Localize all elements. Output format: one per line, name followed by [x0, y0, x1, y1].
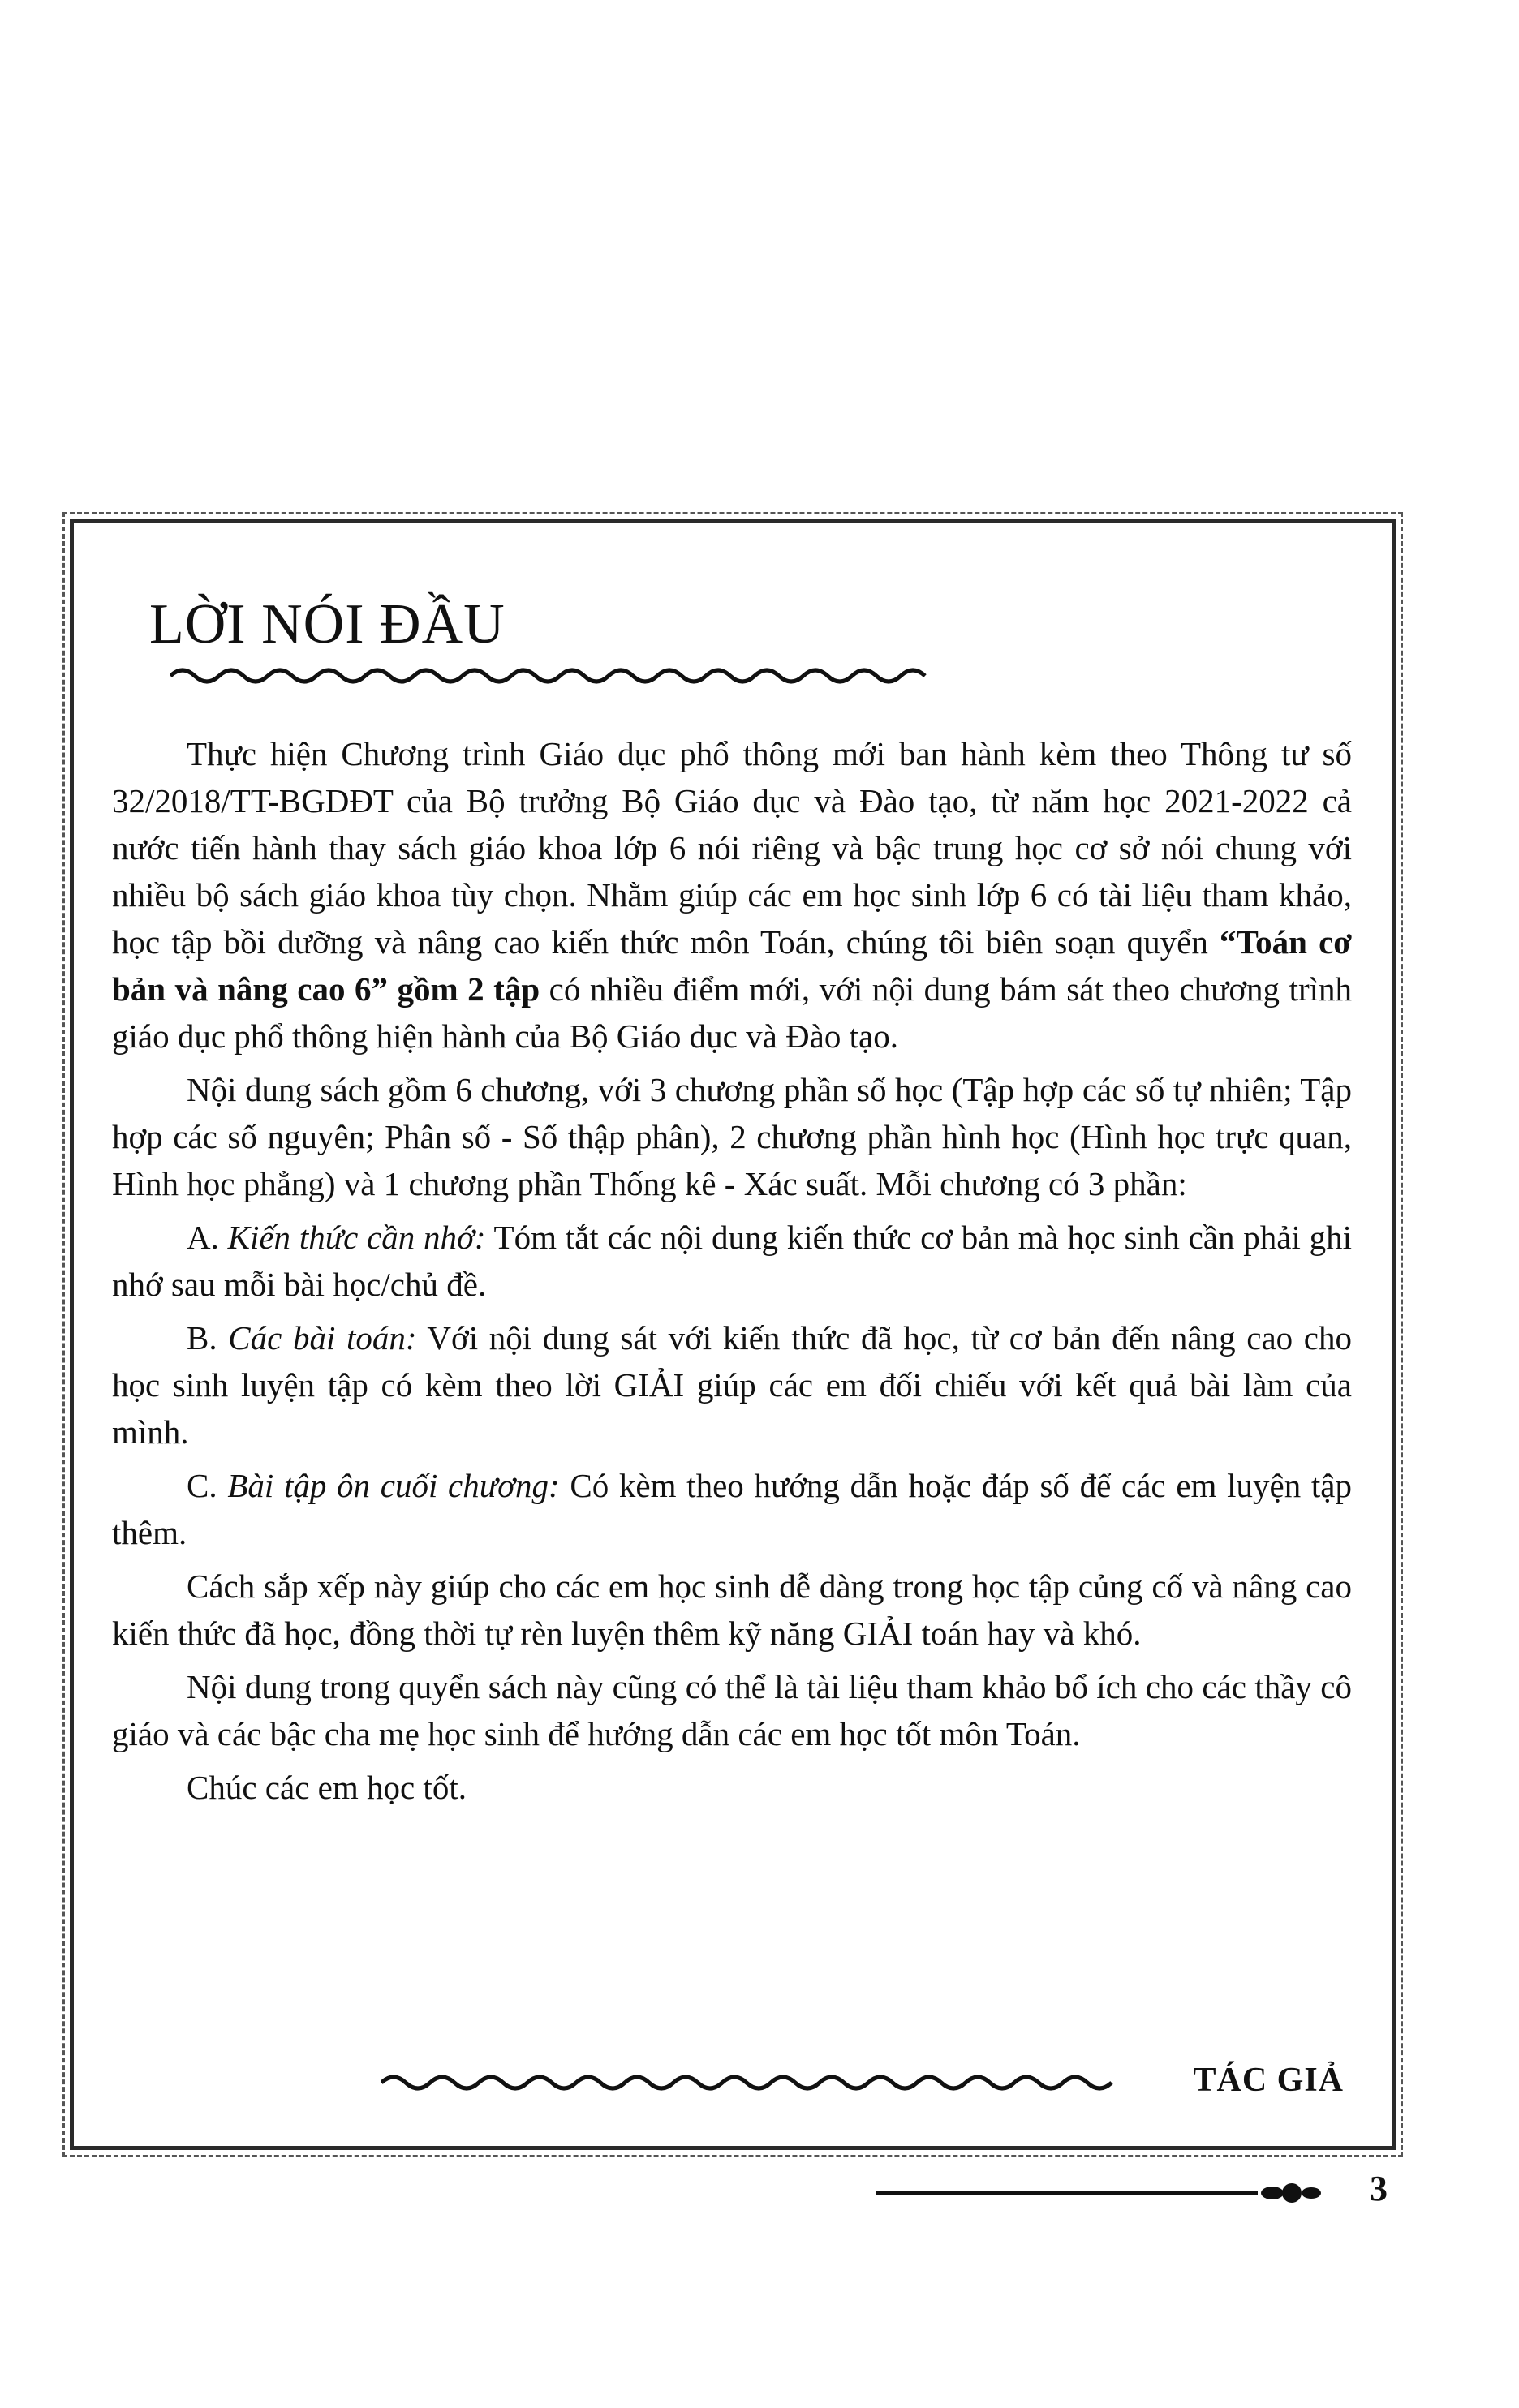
paragraph-4: Nội dung trong quyển sách này cũng có thể là tài liệu tham khảo bổ ích cho các thầy cô giáo và các bậc cha mẹ học sinh để hướng dẫn các em học tốt môn Toán. — [112, 1668, 1352, 1752]
page-number: 3 — [1370, 2169, 1388, 2208]
section-b: B. Các bài toán: Với nội dung sát với kiến thức đã học, từ cơ bản đến nâng cao cho học sinh luyện tập có kèm theo lời GIẢI giúp các em đối chiếu với kết quả bài làm của mình. — [112, 1319, 1353, 1451]
author-signature: TÁC GIẢ — [1193, 2062, 1344, 2099]
wave-divider-icon — [170, 664, 933, 688]
footer-ornament-icon — [876, 2181, 1331, 2205]
paragraph-2: Nội dung sách gồm 6 chương, với 3 chương phần số học (Tập hợp các số tự nhiên; Tập hợp các số nguyên; Phân số - Số thập phân), 2 chương phần hình học (Hình học trực quan, Hình học phẳng) và 1 chương phần Thống kê - Xác suất. Mỗi chương có 3 phần: — [112, 1071, 1352, 1202]
wave-divider-icon — [381, 2070, 1136, 2095]
section-c: C. Bài tập ôn cuối chương: Có kèm theo hướng dẫn hoặc đáp số để các em luyện tập thêm. — [112, 1467, 1353, 1551]
preface-body — [112, 730, 1352, 1817]
book-title-bold: “Toán cơ bản và nâng cao 6” gồm 2 tập — [112, 923, 1352, 1008]
section-a: A. Kiến thức cần nhớ: Tóm tắt các nội dung kiến thức cơ bản mà học sinh cần phải ghi nhớ sau mỗi bài học/chủ đề. — [112, 1219, 1352, 1303]
paragraph-3: Cách sắp xếp này giúp cho các em học sinh dễ dàng trong học tập củng cố và nâng cao kiến thức đã học, đồng thời tự rèn luyện thêm kỹ năng GIẢI toán hay và khó. — [112, 1567, 1352, 1652]
page-title: LỜI NÓI ĐẦU — [149, 593, 506, 656]
closing-line: Chúc các em học tốt. — [187, 1769, 467, 1806]
paragraph-1: Thực hiện Chương trình Giáo dục phổ thông mới ban hành kèm theo Thông tư số 32/2018/TT-BGDĐT của Bộ trưởng Bộ Giáo dục và Đào tạo, từ năm học 2021-2022 cả nước tiến hành thay sách giáo khoa lớp 6 nói riêng và bậc trung học cơ sở nói chung với nhiều bộ sách giáo khoa tùy chọn. Nhằm giúp các em học sinh lớp 6 có tài liệu tham khảo, học tập bồi dưỡng và nâng cao kiến thức môn Toán, chúng tôi biên soạn quyển “Toán cơ bản và nâng cao 6” gồm 2 tập có nhiều điểm mới, với nội dung bám sát theo chương trình giáo dục phổ thông hiện hành của Bộ Giáo dục và Đào tạo. — [112, 735, 1353, 1055]
signature-row — [381, 2061, 1352, 2109]
